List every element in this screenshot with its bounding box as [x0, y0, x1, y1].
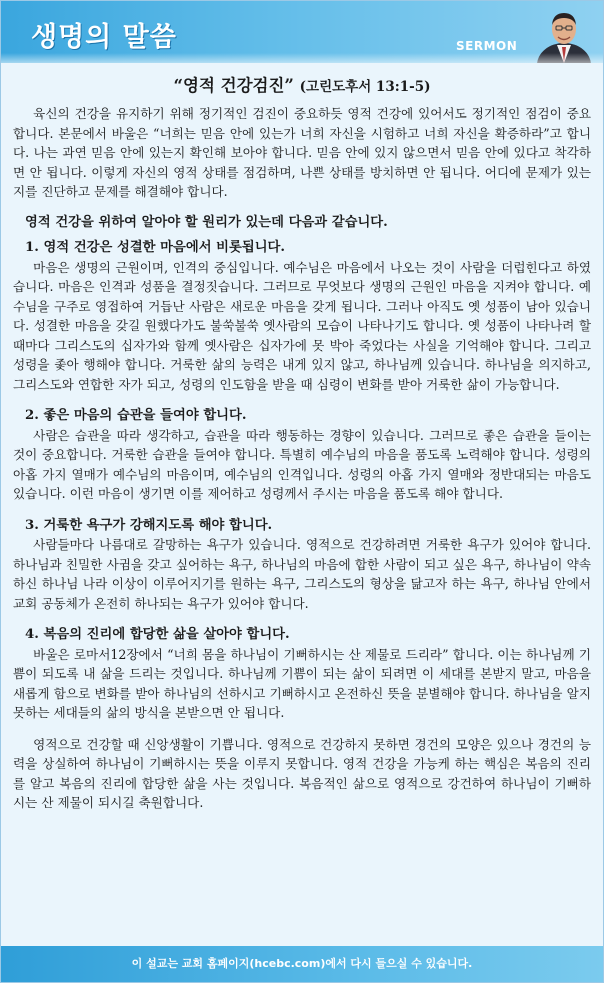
sermon-title-text: “영적 건강검진” [173, 76, 294, 95]
header-banner [1, 1, 603, 63]
section-heading: 4. 복음의 진리에 합당한 삶을 살아야 합니다. [25, 627, 290, 642]
scripture-reference: (고린도후서 13:1-5) [299, 79, 431, 95]
section-paragraph: 마음은 생명의 근원이며, 인격의 중심입니다. 예수님은 마음에서 나오는 것이 사람을 더럽힌다고 하였습니다. 마음은 인격과 성품을 결정짓습니다. 그러므로 무엇보다 생명의 근원인 마음을 지켜야 합니다. 예수님을 구주로 영접하여 거듭난 사람은 새로운 마음을 갖게 됩니다. 그러나 아직도 옛 성품이 남아 있습니다. 성결한 마음을 갖길 원했다가도 불쑥불쑥 옛사람의 모습이 나타나기도 합니다. 옛 성품이 나타나려 할 때마다 그리스도의 십자가와 함께 옛사람은 십자가에 못 박아 죽었다는 사실을 기억해야 합니다. 그리고 성령을 좇아 행해야 합니다. 거룩한 삶의 능력은 내게 있지 않고, 하나님께 있습니다. 하나님을 의지하고, 그리스도와 연합한 자가 되고, 성령의 인도함을 받을 때 심령이 변화를 받아 거룩한 삶이 가능합니다. [13, 259, 591, 392]
sermon-tag: SERMON [456, 39, 518, 53]
footer-banner: 이 설교는 교회 홈페이지(hcebc.com)에서 다시 들으실 수 있습니다. [1, 946, 603, 982]
principle-intro: 영적 건강을 위하여 알아야 할 원리가 있는데 다음과 같습니다. [25, 214, 388, 230]
section-paragraph: 바울은 로마서12장에서 “너희 몸을 하나님이 기뻐하시는 산 제물로 드리라” 합니다. 이는 하나님께 기쁨이 되도록 내 삶을 드리는 것입니다. 하나님께 기쁨이 되는 삶이 되려면 이 세대를 본받지 말고, 마음을 새롭게 함으로 변화를 받아 하나님의 선하시고 기뻐하시고 온전하신 뜻을 분별해야 합니다. 하나님을 알지 못하는 세대들의 삶의 방식을 본받으면 안 됩니다. [13, 646, 591, 720]
section-4 [13, 625, 591, 723]
section-heading: 1. 영적 건강은 성결한 마음에서 비롯됩니다. [25, 240, 286, 255]
brand-title: 생명의 말씀 [31, 22, 177, 53]
section-3 [13, 516, 591, 614]
conclusion-paragraph: 영적으로 건강할 때 신앙생활이 기쁩니다. 영적으로 건강하지 못하면 경건의 모양은 있으나 경건의 능력을 상실하여 하나님이 기뻐하시는 뜻을 이루지 못합니다. 영적 건강을 가능케 하는 핵심은 복음의 진리를 알고 복음의 진리에 합당한 삶을 사는 것입니다. 복음적인 삶으로 영적으로 강건하여 하나님이 기뻐하시는 산 제물이 되시길 축원합니다. [13, 736, 591, 810]
sermon-body [1, 104, 603, 813]
section-paragraph: 사람은 습관을 따라 생각하고, 습관을 따라 행동하는 경향이 있습니다. 그러므로 좋은 습관을 들이는 것이 중요합니다. 거룩한 습관을 들여야 합니다. 특별히 예수님의 마음을 품도록 노력해야 합니다. 성령의 아홉 가지 열매가 예수님의 마음이며, 예수님의 인격입니다. 성령의 아홉 가지 열매와 정반대되는 마음도 있습니다. 이런 마음이 생기면 이를 제어하고 성령께서 주시는 마음을 품도록 해야 합니다. [13, 427, 591, 501]
section-heading: 2. 좋은 마음의 습관을 들여야 합니다. [25, 408, 247, 423]
section-1 [13, 238, 591, 394]
header-wave-decoration [1, 53, 603, 63]
section-2 [13, 406, 591, 504]
section-heading: 3. 거룩한 욕구가 강해지도록 해야 합니다. [25, 517, 273, 533]
sermon-title [1, 72, 603, 96]
section-paragraph: 사람들마다 나름대로 갈망하는 욕구가 있습니다. 영적으로 건강하려면 거룩한 욕구가 있어야 합니다. 하나님과 친밀한 사귐을 갖고 싶어하는 욕구, 하나님의 마음에 합한 사람이 되고 싶은 욕구, 하나님이 약속하신 하나님 나라 이상이 이루어지기를 원하는 욕구, 그리스도의 형상을 닮고자 하는 욕구, 하나님 안에서 교회 공동체가 온전히 하나되는 욕구가 있어야 합니다. [13, 537, 591, 611]
intro-paragraph: 육신의 건강을 유지하기 위해 정기적인 검진이 중요하듯 영적 건강에 있어서도 정기적인 점검이 중요합니다. 본문에서 바울은 “너희는 믿음 안에 있는가 너희 자신을 시험하고 너희 자신을 확증하라”고 합니다. 나는 과연 믿음 안에 있는지 확인해 보아야 합니다. 믿음 안에 있지 않으면서 믿음 안에 있다고 착각하면 안 됩니다. 이렇게 자신의 영적 상태를 점검하며, 나쁜 상태를 방치하면 안 됩니다. 어디에 문제가 있는지를 진단하고 문제를 해결해야 합니다. [13, 106, 591, 199]
